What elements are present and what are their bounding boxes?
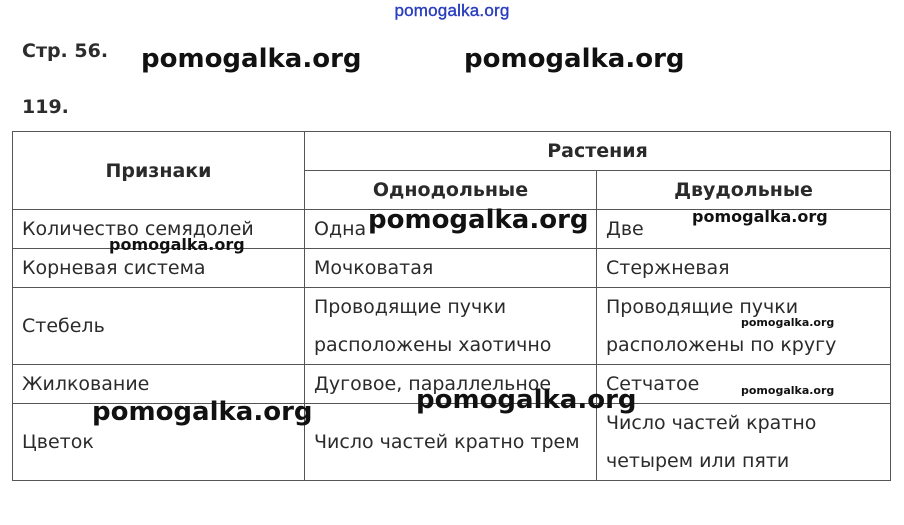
dicots-cell: Сетчатое bbox=[597, 365, 891, 404]
watermark: pomogalka.org bbox=[109, 235, 245, 254]
table-row bbox=[13, 249, 891, 288]
header-monocots: Однодольные bbox=[305, 171, 597, 210]
monocots-cell: Мочковатая bbox=[305, 249, 597, 288]
feature-cell: Цветок bbox=[13, 404, 305, 481]
monocots-cell: Дуговое, параллельное bbox=[305, 365, 597, 404]
feature-cell: Количество семядолей bbox=[13, 210, 305, 249]
watermark: pomogalka.org bbox=[741, 316, 835, 329]
watermark: pomogalka.org bbox=[416, 385, 637, 415]
dicots-cell: Проводящие пучки расположены по кругу bbox=[597, 288, 891, 365]
feature-cell: Корневая система bbox=[13, 249, 305, 288]
dicots-cell: Две bbox=[597, 210, 891, 249]
watermark: pomogalka.org bbox=[141, 44, 362, 74]
task-number: 119. bbox=[22, 96, 69, 118]
feature-cell: Стебель bbox=[13, 288, 305, 365]
watermark: pomogalka.org bbox=[92, 397, 313, 427]
watermark: pomogalka.org bbox=[741, 384, 835, 397]
watermark: pomogalka.org bbox=[692, 207, 828, 226]
header-features: Признаки bbox=[13, 132, 305, 210]
monocots-cell: Число частей кратно трем bbox=[305, 404, 597, 481]
monocots-cell: Проводящие пучки расположены хаотично bbox=[305, 288, 597, 365]
feature-cell: Жилкование bbox=[13, 365, 305, 404]
watermark: pomogalka.org bbox=[464, 44, 685, 74]
dicots-cell: Стержневая bbox=[597, 249, 891, 288]
header-plants: Растения bbox=[305, 132, 891, 171]
plants-comparison-table bbox=[12, 131, 891, 481]
header-dicots: Двудольные bbox=[597, 171, 891, 210]
top-watermark: pomogalka.org bbox=[394, 1, 510, 20]
monocots-cell: Одна bbox=[305, 210, 597, 249]
dicots-cell: Число частей кратно четырем или пяти bbox=[597, 404, 891, 481]
watermark: pomogalka.org bbox=[368, 205, 589, 235]
page-label: Стр. 56. bbox=[22, 40, 109, 62]
